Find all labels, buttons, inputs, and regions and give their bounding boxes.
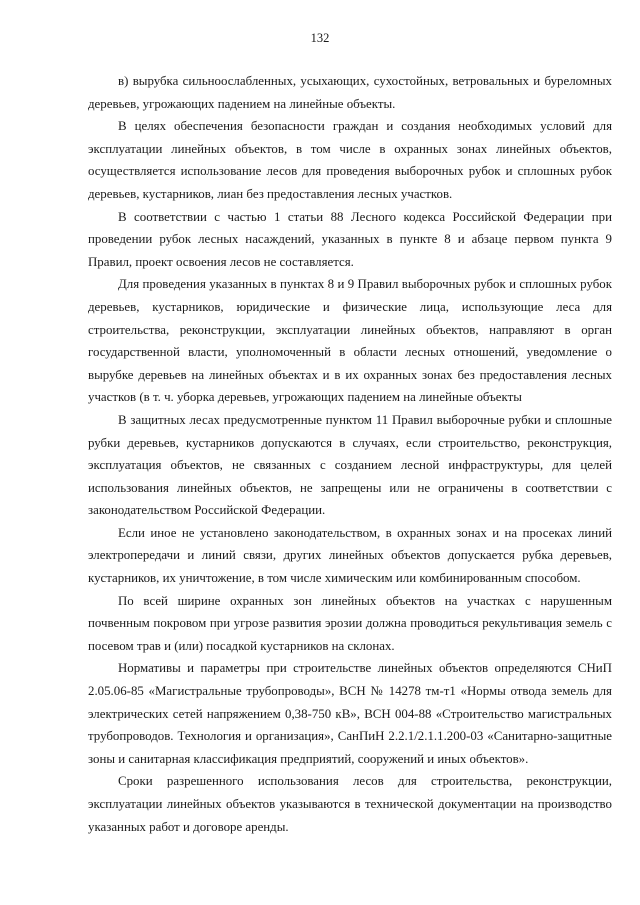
paragraph-construction-norms: Нормативы и параметры при строительстве линейных объектов определяются СНиП 2.05.06-85 «Магистральные трубопроводы», ВСН № 14278 тм-т1 «Нормы отвода земель для электрических сетей напряжением 0,38-750 кВ», ВСН 004-88 «Строительство магистральных трубопроводов. Технология и организация», СанПиН 2.2.1/2.1.1.200-03 «Санитарно-защитные зоны и санитарная классификация предприятий, сооружений и иных объектов». bbox=[88, 661, 612, 766]
paragraph-land-recultivation: По всей ширине охранных зон линейных объектов на участках с нарушенным почвенным покровом при угрозе развития эрозии должна проводиться рекультивация земель с посевом трав и (или) посадкой кустарников на склонах. bbox=[88, 593, 612, 653]
paragraph-forest-code-article-88: В соответствии с частью 1 статьи 88 Лесного кодекса Российской Федерации при проведении рубок лесных насаждений, указанных в пункте 8 и абзаце первом пункта 9 Правил, проект освоения лесов не составляется. bbox=[88, 209, 612, 269]
paragraph-safety-purposes: В целях обеспечения безопасности граждан и создания необходимых условий для эксплуатации линейных объектов, в том числе в охранных зонах линейных объектов, осуществляется использование лесов для проведения выборочных рубок и сплошных рубок деревьев, кустарников, лиан без предоставления лесных участков. bbox=[88, 119, 612, 201]
paragraph-power-line-clearings: Если иное не установлено законодательством, в охранных зонах и на просеках линий электропередачи и линий связи, других линейных объектов допускается рубка деревьев, кустарников, их уничтожение, в том числе химическим или комбинированным способом. bbox=[88, 525, 612, 586]
paragraph-permitted-use-terms: Сроки разрешенного использования лесов для строительства, реконструкции, эксплуатации линейных объектов указываются в технической документации на производство указанных работ и договоре аренды. bbox=[88, 774, 612, 834]
document-body bbox=[88, 70, 612, 838]
page-number: 132 bbox=[310, 31, 330, 45]
paragraph-felling-weakened-trees: в) вырубка сильноослабленных, усыхающих, сухостойных, ветровальных и буреломных деревьев, угрожающих падением на линейные объекты. bbox=[88, 74, 612, 111]
paragraph-felling-notification: Для проведения указанных в пунктах 8 и 9 Правил выборочных рубок и сплошных рубок деревьев, кустарников, юридические и физические лица, использующие леса для строительства, реконструкции, эксплуатации линейных объектов, направляют в орган государственной власти, уполномоченный в области лесных отношений, уведомление о вырубке деревьев на линейных объектах и в их охранных зонах без предоставления лесных участков (в т. ч. уборка деревьев, угрожающих падением на линейные объекты bbox=[88, 277, 612, 405]
paragraph-protective-forests: В защитных лесах предусмотренные пунктом 11 Правил выборочные рубки и сплошные рубки деревьев, кустарников допускаются в случаях, если строительство, реконструкция, эксплуатация объектов, не связанных с созданием лесной инфраструктуры, для целей использования линейных объектов, не запрещены или не ограничены в соответствии с законодательством Российской Федерации. bbox=[88, 412, 612, 518]
